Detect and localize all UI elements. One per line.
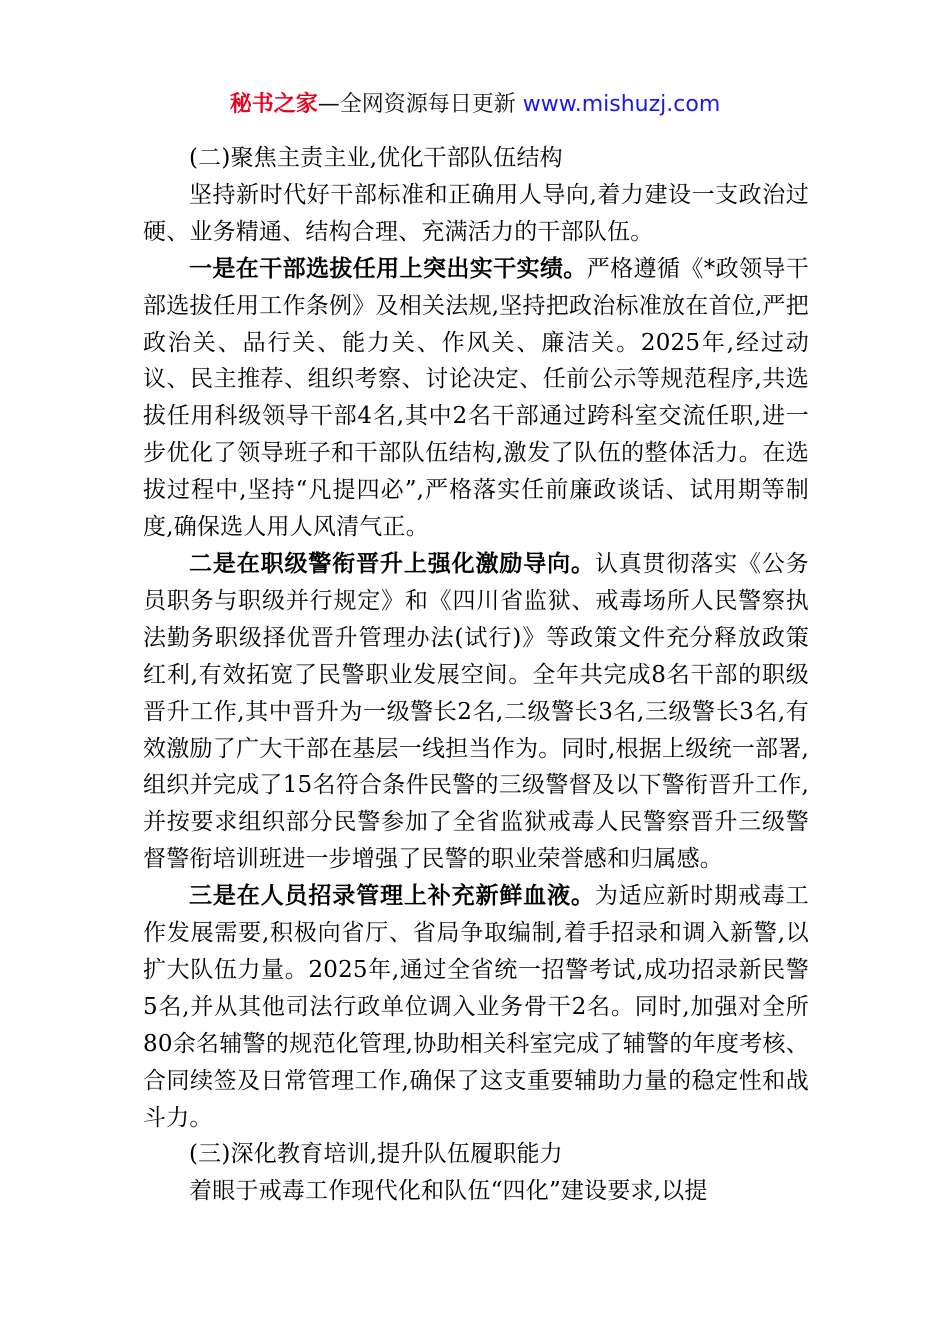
paragraph-lead-3: 三是在人员招录管理上补充新鲜血液。 bbox=[189, 883, 595, 910]
paragraph-intro-text: 坚持新时代好干部标准和正确用人导向,着力建设一支政治过硬、业务精通、结构合理、充满活力的干部队伍。 bbox=[143, 181, 809, 245]
section-heading-3 bbox=[143, 1136, 809, 1173]
site-tagline: —全网资源每日更新 bbox=[317, 92, 523, 117]
site-header bbox=[0, 88, 950, 122]
section-heading-3-text: (三)深化教育培训,提升队伍履职能力 bbox=[189, 1141, 563, 1168]
paragraph-rank-promotion bbox=[143, 546, 809, 878]
paragraph-intro bbox=[143, 177, 809, 251]
paragraph-cadre-selection bbox=[143, 251, 809, 546]
section-heading-2-text: (二)聚焦主责主业,优化干部队伍结构 bbox=[189, 145, 563, 171]
document-body bbox=[143, 140, 809, 1210]
paragraph-training-intro-text: 着眼于戒毒工作现代化和队伍“四化”建设要求,以提 bbox=[189, 1178, 708, 1205]
paragraph-rank-promotion-text: 认真贯彻落实《公务员职务与职级并行规定》和《四川省监狱、戒毒场所人民警察执法勤务职级择优晋升管理办法(试行)》等政策文件充分释放政策红利,有效拓宽了民警职业发展空间。全年共完成8名干部的职级晋升工作,其中晋升为一级警长2名,二级警长3名,三级警长3名,有效激励了广大干部在基层一线担当作为。同时,根据上级统一部署,组织并完成了15名符合条件民警的三级警督及以下警衔晋升工作,并按要求组织部分民警参加了全省监狱戒毒人民警察晋升三级警督警衔培训班进一步增强了民警的职业荣誉感和归属感。 bbox=[143, 550, 809, 873]
paragraph-training-intro bbox=[143, 1173, 809, 1210]
paragraph-lead-1: 一是在干部选拔任用上突出实干实绩。 bbox=[189, 255, 587, 282]
paragraph-recruitment bbox=[143, 878, 809, 1136]
paragraph-recruitment-text: 为适应新时期戒毒工作发展需要,积极向省厅、省局争取编制,着手招录和调入新警,以扩大队伍力量。2025年,通过全省统一招警考试,成功招录新民警5名,并从其他司法行政单位调入业务骨干2名。同时,加强对全所80余名辅警的规范化管理,协助相关科室完成了辅警的年度考核、合同续签及日常管理工作,确保了这支重要辅助力量的稳定性和战斗力。 bbox=[143, 883, 809, 1131]
paragraph-lead-2: 二是在职级警衔晋升上强化激励导向。 bbox=[189, 550, 595, 577]
paragraph-cadre-selection-text: 严格遵循《*政领导干部选拔任用工作条例》及相关法规,坚持把政治标准放在首位,严把政治关、品行关、能力关、作风关、廉洁关。2025年,经过动议、民主推荐、组织考察、讨论决定、任前公示等规范程序,共选拔任用科级领导干部4名,其中2名干部通过跨科室交流任职,进一步优化了领导班子和干部队伍结构,激发了队伍的整体活力。在选拔过程中,坚持“凡提四必”,严格落实任前廉政谈话、试用期等制度,确保选人用人风清气正。 bbox=[143, 255, 809, 541]
site-brand: 秘书之家 bbox=[229, 92, 318, 117]
section-heading-2 bbox=[143, 140, 809, 177]
site-url-link[interactable]: www.mishuzj.com bbox=[522, 92, 721, 117]
